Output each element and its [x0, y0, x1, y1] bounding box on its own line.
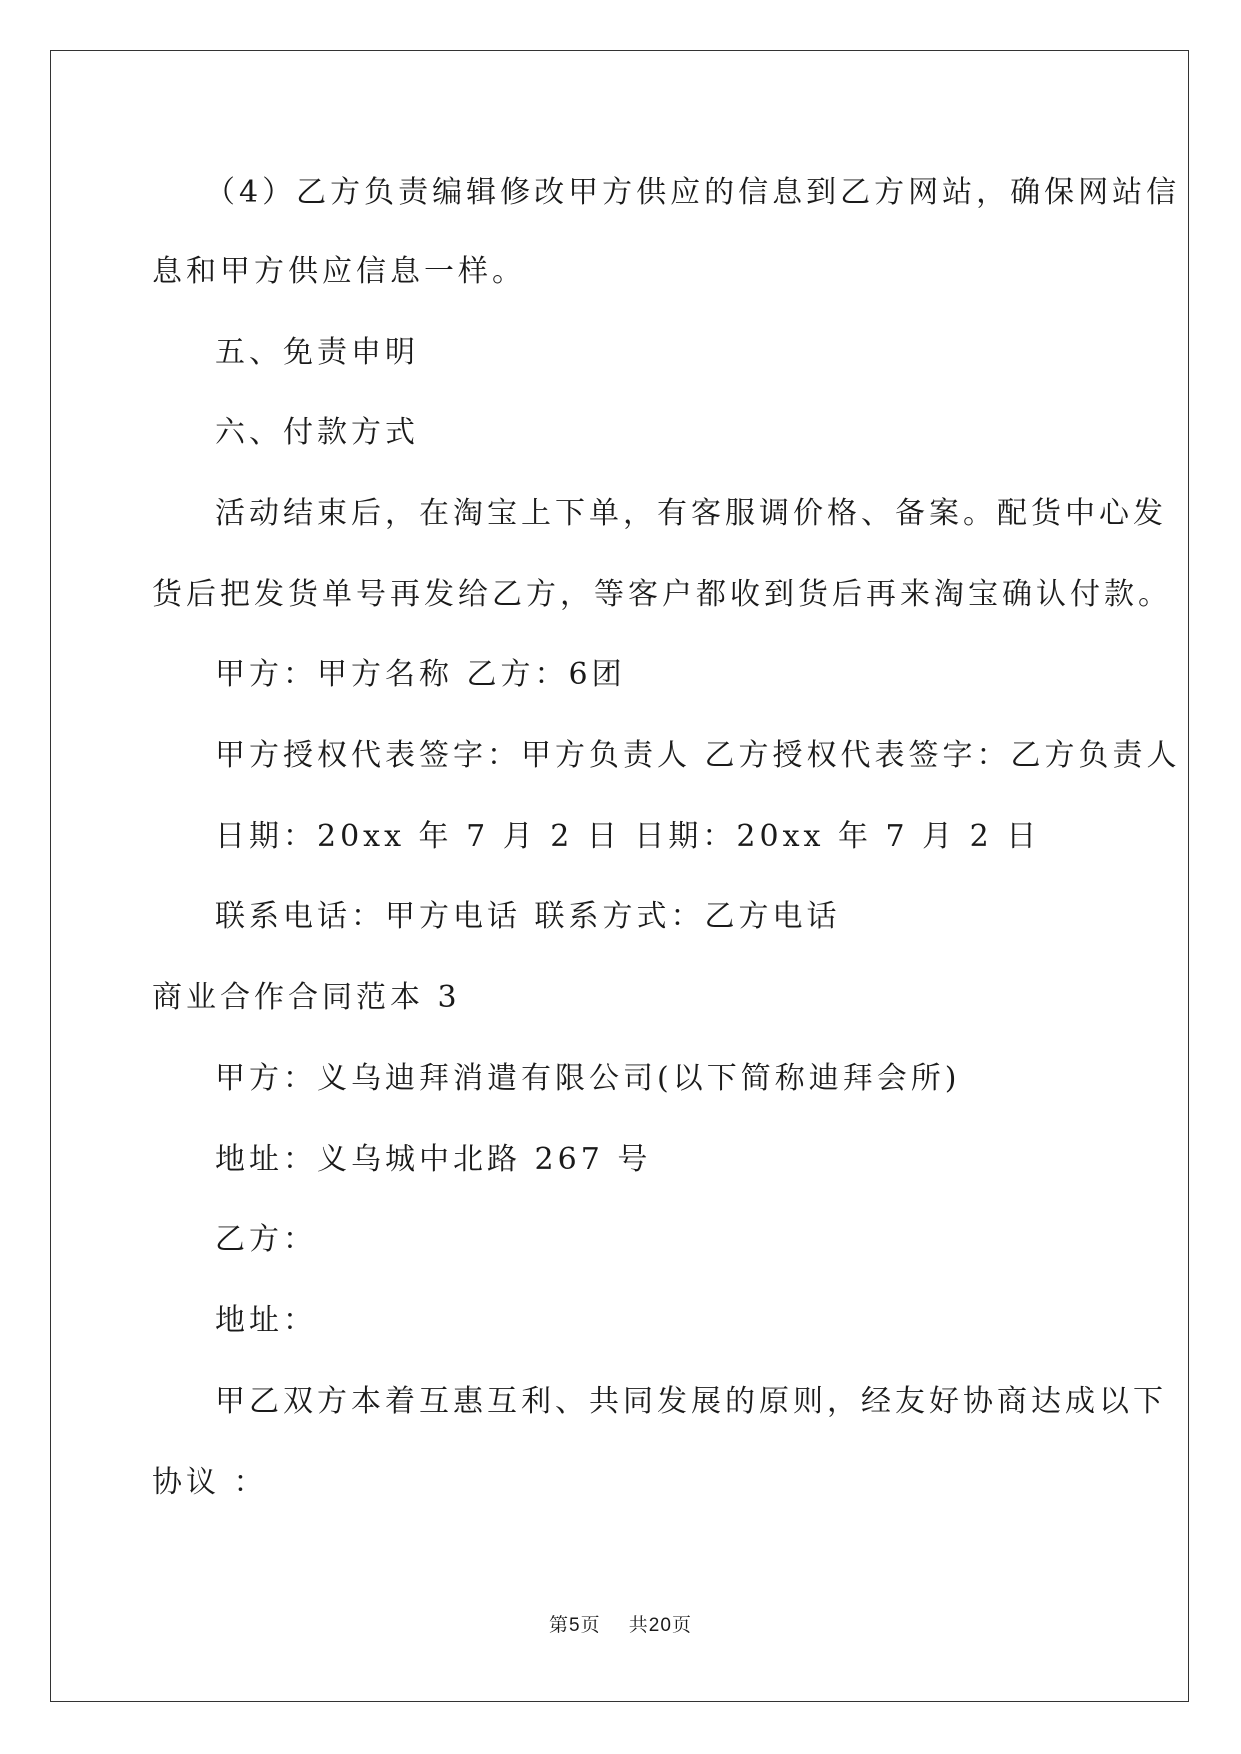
paragraph-line: 活动结束后，在淘宝上下单，有客服调价格、备案。配货中心发 [215, 496, 1167, 531]
footer-page-number: 5 [569, 1615, 581, 1636]
date-line: 日期：20xx 年 7 月 2 日 日期：20xx 年 7 月 2 日 [215, 819, 1041, 854]
paragraph-line: 货后把发货单号再发给乙方，等客户都收到货后再来淘宝确认付款。 [152, 577, 1172, 612]
signature-line: 甲方授权代表签字：甲方负责人 乙方授权代表签字：乙方负责人 [215, 738, 1181, 773]
contact-line: 联系电话：甲方电话 联系方式：乙方电话 [215, 899, 841, 934]
paragraph-line: （4）乙方负责编辑修改甲方供应的信息到乙方网站，确保网站信 [205, 175, 1181, 210]
page-border [50, 50, 1189, 1702]
page-footer [0, 1612, 1241, 1639]
footer-total-pages: 20 [648, 1615, 672, 1636]
paragraph-line: 息和甲方供应信息一样。 [152, 254, 526, 289]
party-line: 甲方：甲方名称 乙方：6团 [215, 657, 626, 692]
party-b-line: 乙方： [215, 1222, 317, 1257]
address-line: 地址： [215, 1303, 317, 1338]
address-line: 地址：义乌城中北路 267 号 [215, 1142, 652, 1177]
section-heading: 五、免责申明 [215, 335, 419, 370]
document-title: 商业合作合同范本 3 [152, 980, 461, 1015]
party-a-line: 甲方：义乌迪拜消遣有限公司(以下简称迪拜会所) [215, 1061, 961, 1096]
paragraph-line: 甲乙双方本着互惠互利、共同发展的原则，经友好协商达成以下 [215, 1384, 1167, 1419]
footer-suffix: 页 [671, 1614, 692, 1636]
paragraph-line: 协议 ： [152, 1465, 268, 1500]
footer-prefix: 第 [549, 1614, 570, 1636]
section-heading: 六、付款方式 [215, 415, 419, 450]
footer-mid: 页 共 [580, 1614, 649, 1636]
